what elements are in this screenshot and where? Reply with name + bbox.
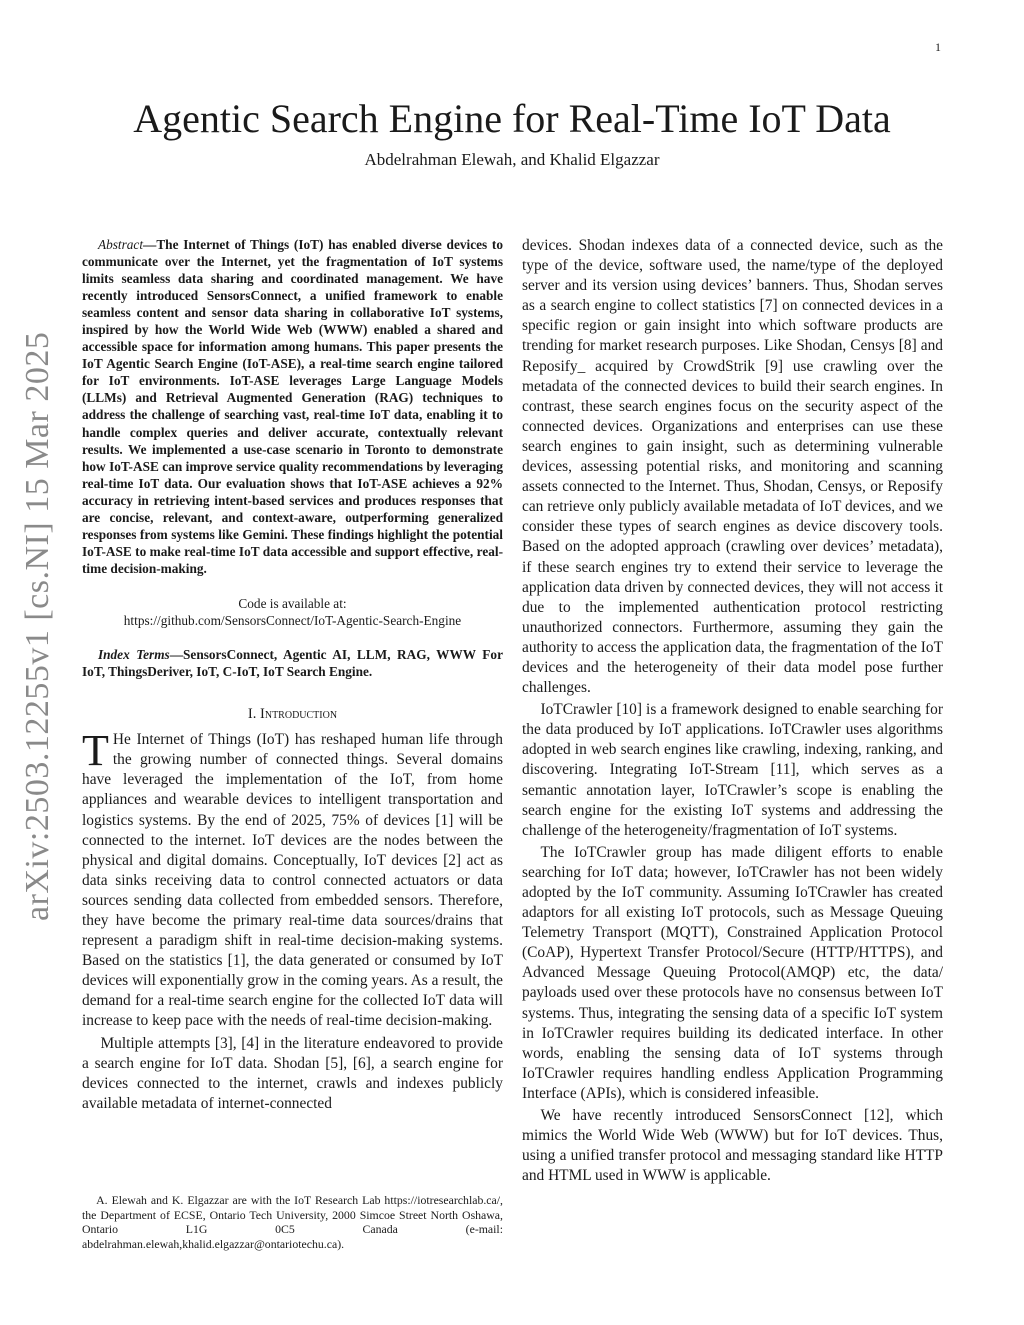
right-column: [522, 236, 943, 1188]
section-heading-introduction: [82, 704, 503, 724]
abstract-label: Abstract: [97, 237, 144, 252]
authors: Abdelrahman Elewah, and Khalid Elgazzar: [364, 150, 660, 169]
right-paragraph-3: The IoTCrawler group has made diligent efforts to enable searching for IoT data; however, IoTCrawler has not been widely adopted by the IoT community. Assuming IoTCrawler has created adaptors for all existing IoT protocols, such as Message Queuing Telemetry Transport (MQTT), Constrained Application Protocol (CoAP), Hypertext Transfer Protocol/Secure (HTTP/HTTPS), and Advanced Message Queuing Protocol(AMQP) etc, the data/ payloads used over these protocols have no consensus between IoT systems. Thus, integrating the sensing data of a specific IoT system in IoTCrawler requires building its dedicated interface. In other words, enabling the sensing data of IoT systems through IoTCrawler requires handling endless Application Programming Interface (APIs), which is considered infeasible.: [522, 843, 943, 1102]
section-numeral: I.: [247, 706, 261, 723]
intro-paragraph-1-text: He Internet of Things (IoT) has reshaped human life through the growing number of connected things. Several domains have leveraged the implementation of the IoT, from home appliances and wearable devices to intelligent transportation and logistics systems. By the end of 2025, 75% of devices [1] will be connected to the internet. IoT devices are the nodes between the physical and digital domains. Conceptually, IoT devices [2] act as data sinks receiving data to control connected actuators or data sources sending data collected from embedded sensors. Therefore, they have become the primary real-time data sources/drains that represent a paradigm shift in real-time decision-making systems. Based on the statistics [1], the data generated or consumed by IoT devices will exponentially grow in the coming years. As a result, the demand for a real-time search engine for the collected IoT data will increase to keep pace with the needs of real-time decision-making.: [82, 731, 504, 1030]
right-paragraph-2: IoTCrawler [10] is a framework designed to enable searching for the data produced by IoT applications. IoTCrawler uses algorithms adopted in web search engines like crawling, indexing, ranking, and discovering. Integrating IoT-Stream [11], which serves as a semantic annotation layer, IoTCrawler’s scope is enabling the search engine for the existing IoT systems and addressing the challenge of the heterogeneity/fragmentation of IoT systems.: [522, 701, 943, 839]
paper-title: Agentic Search Engine for Real-Time IoT Data: [133, 96, 891, 141]
code-availability-label: Code is available at:: [238, 595, 347, 611]
code-url[interactable]: https://github.com/SensorsConnect/IoT-Agentic-Search-Engine: [123, 613, 462, 629]
left-column: [82, 236, 503, 1116]
author-footnote: A. Elewah and K. Elgazzar are with the IoT Research Lab https://iotresearchlab.ca/, the Department of ECSE, Ontario Tech University, 2000 Simcoe Street North Oshawa, Ontario L1G 0C5 Canada (e-mail: abdelrahman.elewah,khalid.elgazzar@ontariotechu.ca).: [82, 1193, 503, 1251]
drop-cap: T: [82, 726, 109, 776]
section-title: Introduction: [260, 706, 338, 723]
code-availability: [82, 595, 503, 630]
abstract-text: —The Internet of Things (IoT) has enabled diverse devices to communicate over the Internet, yet the fragmentation of IoT systems limits seamless data sharing and coordinated management. We have recently introduced SensorsConnect, a unified framework to enable seamless content and sensor data sharing in collaborative IoT systems, inspired by how the World Wide Web (WWW) enabled a shared and accessible space for information among humans. This paper presents the IoT Agentic Search Engine (IoT-ASE), a real-time search engine tailored for IoT environments. IoT-ASE leverages Large Language Models (LLMs) and Retrieval Augmented Generation (RAG) techniques to address the challenge of searching vast, real-time IoT data, enabling it to handle complex queries and deliver accurate, contextually relevant results. We implemented a use-case scenario in Toronto to demonstrate how IoT-ASE can improve service quality recommendations by leveraging real-time IoT data. Our evaluation shows that IoT-ASE achieves a 92% accuracy in retrieving intent-based services and produces responses that are concise, relevant, and context-aware, outperforming generalized responses from systems like Gemini. These findings highlight the potential IoT-ASE to make real-time IoT data accessible and support effective, real-time decision-making.: [82, 237, 503, 576]
intro-paragraph-2: Multiple attempts [3], [4] in the literature endeavored to provide a search engine for IoT data. Shodan [5], [6], a search engine for devices connected to the internet, crawls and indexes publicly available metadata of internet-connected: [82, 1034, 503, 1112]
right-paragraph-4: We have recently introduced SensorsConnect [12], which mimics the World Wide Web (WWW) but for IoT devices. Thus, using a unified transfer protocol and messaging standard like HTTP and HTML used in WWW is applicable.: [522, 1107, 943, 1185]
index-terms: [82, 646, 503, 680]
arxiv-stamp: arXiv:2503.12255v1 [cs.NI] 15 Mar 2025: [19, 331, 56, 921]
page-number: 1: [935, 40, 941, 54]
index-terms-text: —SensorsConnect, Agentic AI, LLM, RAG, WWW For IoT, ThingsDeriver, IoT, C-IoT, IoT Search Engine.: [82, 646, 503, 679]
index-terms-label: Index Terms: [97, 646, 170, 662]
abstract: [82, 236, 503, 577]
intro-paragraph-1: [82, 726, 504, 1031]
right-paragraph-1: devices. Shodan indexes data of a connected device, such as the type of the device, software used, the name/type of the deployed server and its version using devices’ banners. Thus, Shodan serves as a search engine to collect statistics [7] on connected devices in a specific region or gain insight into which software products are trending for market research purposes. Like Shodan, Censys [8] and Reposify_ acquired by CrowdStrik [9] use crawling over the metadata of the connected devices to build their search engines. In contrast, these search engines focus on the security aspect of the connected devices. Organizations and enterprises can use these search engines to gain insight, such as determining vulnerable devices, assessing potential risks, and monitoring and scanning assets connected to the Internet. Thus, Shodan, Censys, or Reposify can retrieve only publicly available metadata of IoT devices, and we consider these types of search engines as device discovery tools. Based on the adopted approach (crawling over devices’ metadata), if these search engines try to extend their service to leverage the application data driven by connected devices, they will not access it due to the implemented authentication protocol restricting unauthorized connectors. Furthermore, assuming they gain the authority to access the application data, the fragmentation of the IoT devices and the heterogeneity of their data model pose further challenges.: [522, 237, 943, 697]
